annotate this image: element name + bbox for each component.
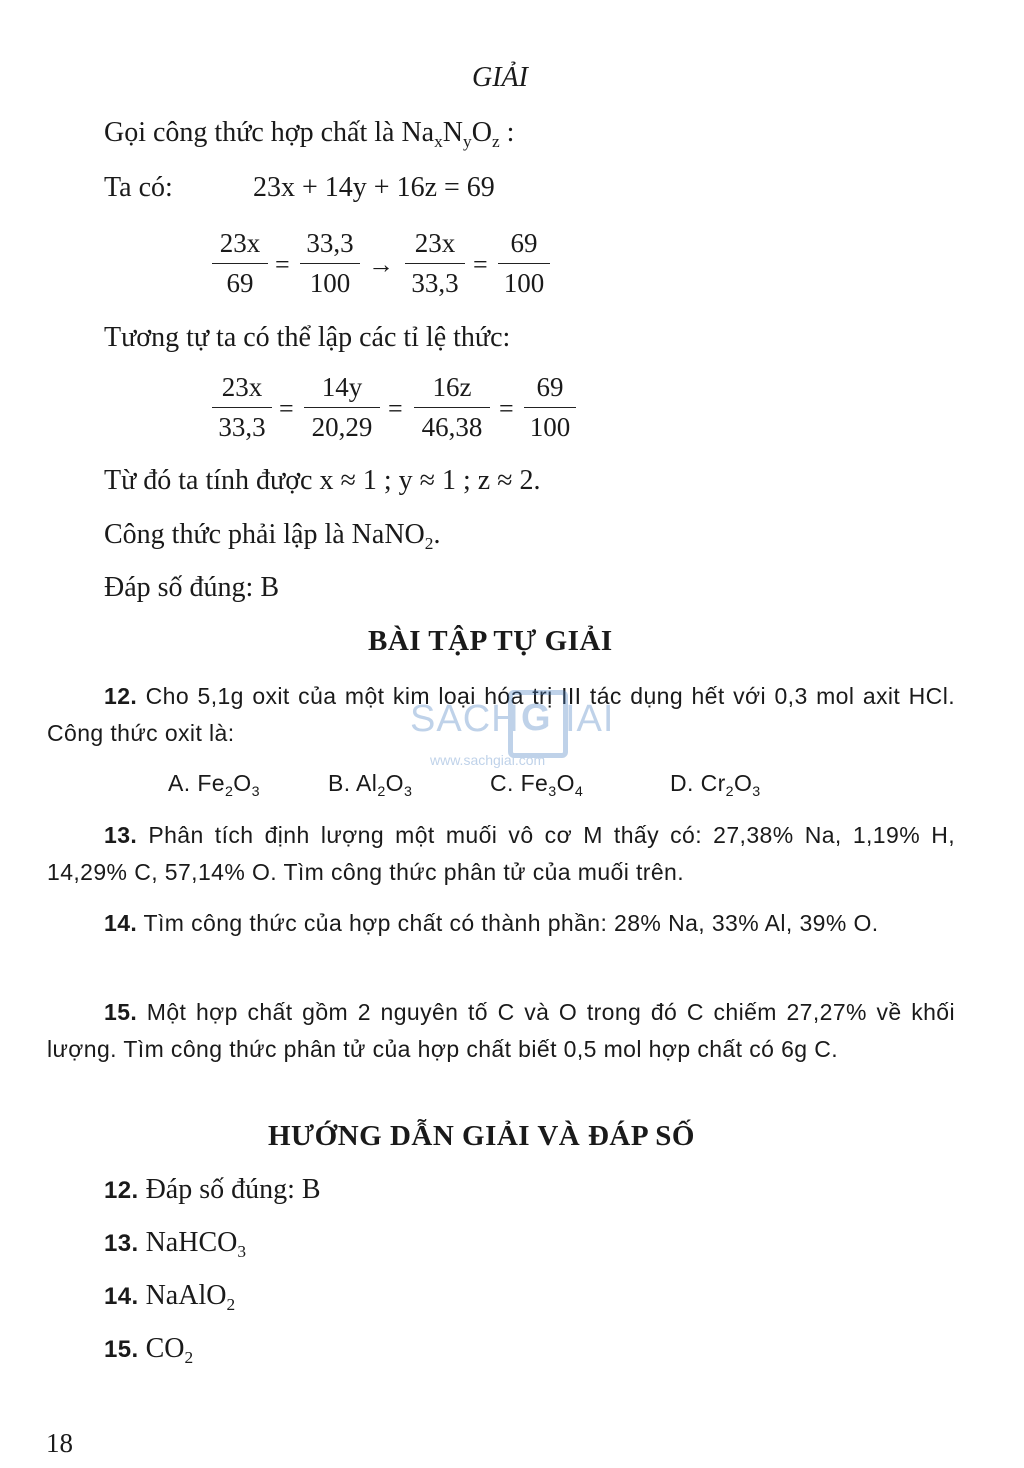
option-text: O (556, 770, 575, 796)
fraction-row1-2 (300, 230, 360, 297)
fraction-denominator: 100 (503, 268, 545, 298)
answer-13 (104, 1227, 247, 1262)
exercise-15 (47, 994, 955, 1068)
exercise-text: Phân tích định lượng một muối vô cơ M thấy có: 27,38% Na, 1,19% H, 14,29% C, 57,14% O. Tìm công thức phân tử của muối trên. (47, 822, 955, 885)
solution-intro-line (104, 117, 515, 152)
operator: = (388, 394, 403, 423)
fraction-numerator: 69 (524, 374, 576, 408)
exercises-heading: BÀI TẬP TỰ GIẢI (368, 625, 613, 657)
fraction-row2-1 (212, 374, 272, 441)
fraction-row2-2 (304, 374, 380, 441)
option-sub: 3 (548, 783, 557, 800)
answer-12 (104, 1174, 321, 1206)
formula-line (104, 519, 441, 554)
fraction-denominator: 33,3 (218, 412, 266, 442)
fraction-row1-3 (405, 230, 465, 297)
answer-14 (104, 1280, 236, 1315)
exercise-14 (47, 905, 955, 942)
fraction-denominator: 20,29 (311, 412, 373, 442)
option-text: A. Fe (168, 770, 225, 796)
fraction-row1-4 (498, 230, 550, 297)
answer-text: NaAlO (138, 1280, 227, 1311)
watermark-g-letter: G (521, 697, 552, 739)
answer-number: 12. (104, 1177, 139, 1204)
fraction-numerator: 14y (304, 374, 380, 408)
watermark-logo (410, 690, 615, 780)
result-line: Từ đó ta tính được x ≈ 1 ; y ≈ 1 ; z ≈ 2. (104, 465, 541, 496)
solution-title: GIẢI (472, 62, 528, 93)
intro-text: Gọi công thức hợp chất là Na (104, 117, 435, 148)
fraction-row1-1 (212, 230, 268, 297)
option-text: O (734, 770, 753, 796)
fraction-denominator: 100 (529, 412, 571, 442)
option-b (328, 770, 413, 800)
main-equation: 23x + 14y + 16z = 69 (253, 172, 495, 203)
option-sub: 2 (377, 783, 386, 800)
operator: = (279, 394, 294, 423)
sub-y: y (463, 132, 472, 152)
fraction-numerator: 23x (405, 230, 465, 264)
answer-number: 15. (104, 1336, 139, 1363)
watermark-g-box (508, 690, 568, 758)
fraction-numerator: 23x (212, 374, 272, 408)
exercise-text: Một hợp chất gồm 2 nguyên tố C và O trong đó C chiếm 27,27% về khối lượng. Tìm công thức phân tử của hợp chất biết 0,5 mol hợp chất có 6g C. (47, 999, 955, 1062)
answer-sub: 2 (226, 1295, 236, 1315)
option-a (168, 770, 260, 800)
option-sub: 2 (725, 783, 734, 800)
answer-number: 14. (104, 1283, 139, 1310)
exercise-number: 14. (104, 910, 138, 936)
option-sub: 3 (251, 783, 260, 800)
fraction-numerator: 69 (498, 230, 550, 264)
answer-text: NaHCO (138, 1227, 238, 1258)
operator: = (499, 394, 514, 423)
formula-end: . (433, 519, 441, 550)
watermark-right-text: IAI (565, 698, 615, 740)
fraction-denominator: 46,38 (421, 412, 483, 442)
fraction-row2-4 (524, 374, 576, 441)
fraction-denominator: 33,3 (411, 268, 459, 298)
similar-ratio-text: Tương tự ta có thể lập các tỉ lệ thức: (104, 322, 511, 353)
guide-heading: HƯỚNG DẪN GIẢI VÀ ĐÁP SỐ (268, 1120, 695, 1152)
exercise-number: 12. (104, 683, 138, 709)
sub-x: x (434, 132, 443, 152)
option-text: O (233, 770, 252, 796)
option-sub: 4 (574, 783, 584, 800)
fraction-numerator: 16z (414, 374, 490, 408)
option-text: B. Al (328, 770, 378, 796)
formula-text: Công thức phải lập là NaNO (104, 519, 425, 550)
formula-sub: 2 (424, 534, 434, 554)
taco-label: Ta có: (104, 172, 173, 203)
option-sub: 3 (403, 783, 413, 800)
page-number: 18 (46, 1428, 73, 1458)
exercise-number: 13. (104, 822, 138, 848)
fraction-numerator: 23x (212, 230, 268, 264)
option-text: D. Cr (670, 770, 726, 796)
intro-o: O (471, 117, 492, 148)
option-text: O (385, 770, 404, 796)
intro-end: : (499, 117, 515, 148)
exercise-13 (47, 817, 955, 891)
option-d (670, 770, 761, 800)
option-sub: 3 (752, 783, 761, 800)
option-text: C. Fe (490, 770, 549, 796)
exercise-number: 15. (104, 999, 138, 1025)
answer-number: 13. (104, 1230, 139, 1257)
answer-text: CO (138, 1333, 185, 1364)
fraction-denominator: 100 (309, 268, 351, 298)
answer-sub: 2 (184, 1348, 194, 1368)
fraction-row2-3 (414, 374, 490, 441)
fraction-numerator: 33,3 (300, 230, 360, 264)
answer-sub: 3 (237, 1242, 247, 1262)
fraction-denominator: 69 (226, 268, 254, 298)
exercise-text: Tìm công thức của hợp chất có thành phần: 28% Na, 33% Al, 39% O. (137, 910, 879, 936)
answer-line: Đáp số đúng: B (104, 572, 279, 603)
operator: = (473, 250, 488, 279)
watermark-left-text: SACH (410, 698, 520, 740)
watermark-url: www.sachgiai.com (430, 752, 546, 768)
operator: = (275, 250, 290, 279)
exercise-text: Cho 5,1g oxit của một kim loại hóa trị III tác dụng hết với 0,3 mol axit HCl. Công thức oxit là: (47, 683, 955, 746)
sub-z: z (491, 132, 500, 152)
intro-n: N (442, 117, 464, 148)
answer-15 (104, 1333, 194, 1368)
option-sub: 2 (224, 783, 234, 800)
answer-text: Đáp số đúng: B (138, 1174, 321, 1205)
arrow-operator: → (368, 250, 394, 279)
